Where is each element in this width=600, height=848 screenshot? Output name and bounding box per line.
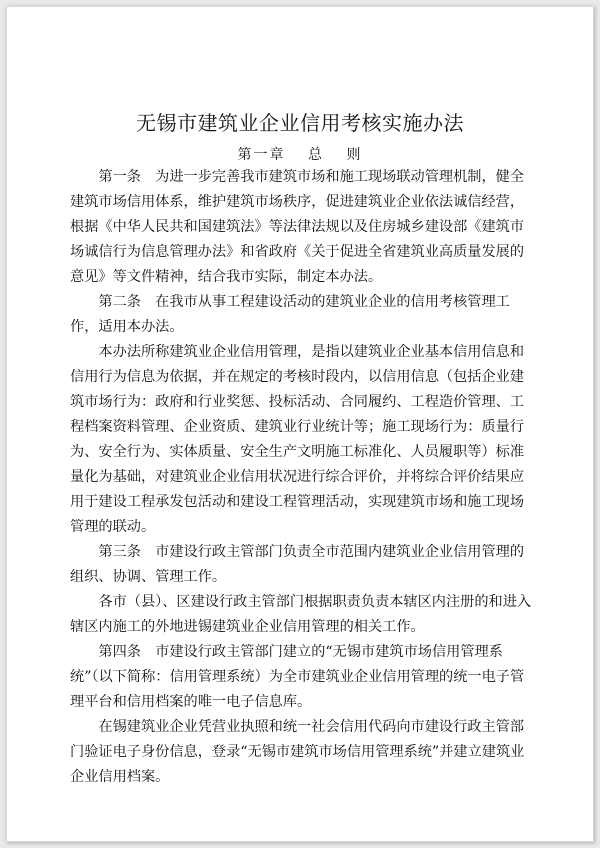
registration-paragraph: 在锡建筑业企业凭营业执照和统一社会信用代码向市建设行政主管部门验证电子身份信息，登录“无锡市建筑市场信用管理系统”并建立建筑业企业信用档案。 bbox=[70, 719, 525, 785]
document-page bbox=[6, 6, 594, 842]
article-3-paragraph: 第三条 市建设行政主管部门负责全市范围内建筑业企业信用管理的组织、协调、管理工作。 bbox=[70, 544, 525, 585]
article-1-paragraph: 第一条 为进一步完善我市建筑市场和施工现场联动管理机制，健全建筑市场信用体系，维护建筑市场秩序，促进建筑业企业依法诚信经营，根据《中华人民共和国建筑法》等法律法规以及住房城乡建设部《建筑市场诚信行为信息管理办法》和省政府《关于促进全省建筑业高质量发展的意见》等文件精神，结合我市实际，制定本办法。 bbox=[70, 169, 525, 285]
definition-paragraph: 本办法所称建筑业企业信用管理，是指以建筑业企业基本信用信息和信用行为信息为依据，并在规定的考核时段内，以信用信息（包括企业建筑市场行为：政府和行业奖惩、投标活动、合同履约、工程造价管理、工程档案资料管理、企业资质、建筑业行业统计等；施工现场行为：质量行为、安全行为、实体质量、安全生产文明施工标准化、人员履职等）标准量化为基础，对建筑业企业信用状况进行综合评价，并将综合评价结果应用于建设工程承发包活动和建设工程管理活动，实现建筑市场和施工现场管理的联动。 bbox=[70, 344, 525, 535]
chapter-heading: 第一章 总 则 bbox=[237, 147, 363, 163]
district-duty-paragraph: 各市（县）、区建设行政主管部门根据职责负责本辖区内注册的和进入辖区内施工的外地进锡建筑业企业信用管理的相关工作。 bbox=[70, 594, 532, 635]
document-title: 无锡市建筑业企业信用考核实施办法 bbox=[136, 111, 464, 135]
document-body bbox=[70, 165, 538, 790]
article-4-paragraph: 第四条 市建设行政主管部门建立的“无锡市建筑市场信用管理系统”（以下简称：信用管理系统）为全市建筑业企业信用管理的统一电子管理平台和信用档案的唯一电子信息库。 bbox=[70, 644, 525, 710]
article-2-paragraph: 第二条 在我市从事工程建设活动的建筑业企业的信用考核管理工作，适用本办法。 bbox=[70, 294, 510, 335]
